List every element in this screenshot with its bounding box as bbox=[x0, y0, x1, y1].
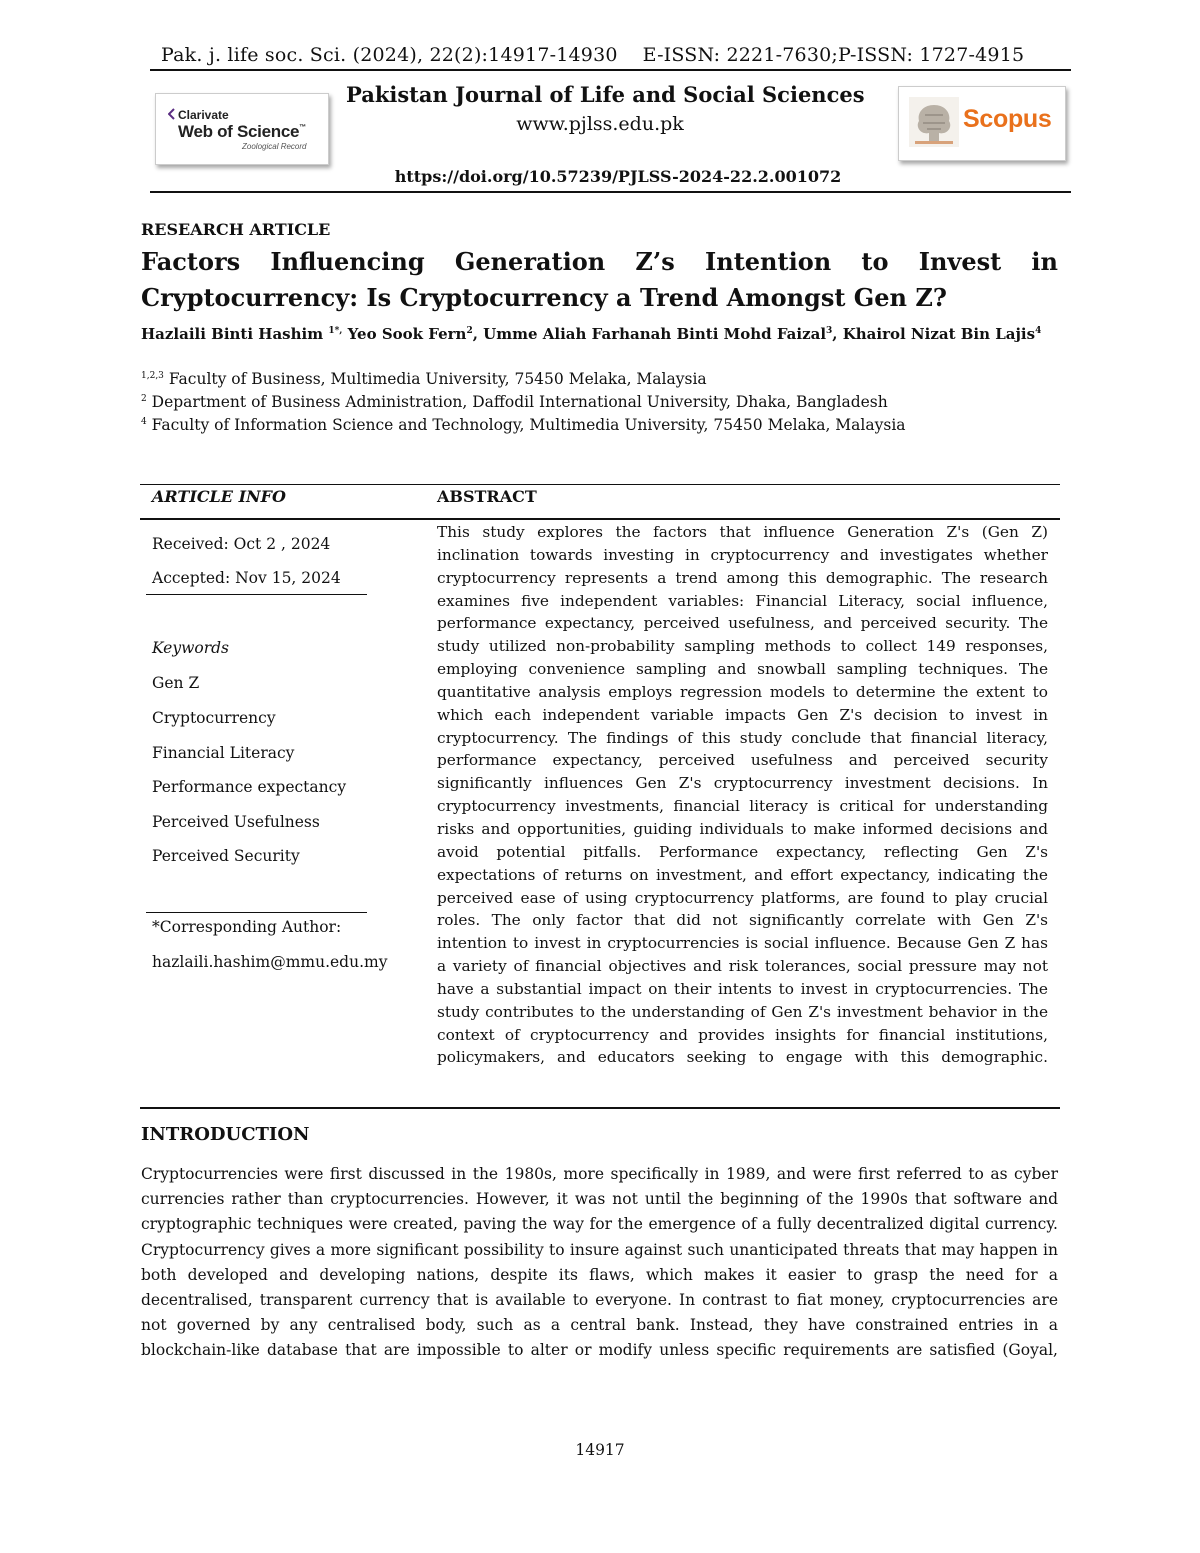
accepted-date: Accepted: Nov 15, 2024 bbox=[152, 569, 341, 587]
article-title: Factors Influencing Generation Z’s Intention to Invest in Cryptocurrency: Is Cryptocurrency a Trend Amongst Gen Z? bbox=[141, 247, 1058, 312]
author-name: , Umme Aliah Farhanah Binti Mohd Faizal bbox=[472, 325, 827, 343]
zoological-record-label: Zoological Record bbox=[242, 142, 307, 151]
author-sup: 3 bbox=[826, 326, 833, 336]
author-sup: 1*, bbox=[328, 326, 343, 336]
introduction-text: Cryptocurrencies were first discussed in the 1980s, more specifically in 1989, and were first referred to as cyber currencies rather than cryptocurrencies. However, it was not until the beginning of the 1990s that software and cryptographic techniques were created, paving the way for the emergence of a fully decentralized digital currency. Cryptocurrency gives a more significant possibility to insure against such unanticipated threats that may happen in both developed and developing nations, despite its flaws, which makes it easier to grasp the need for a decentralised, transparent currency that is available to everyone. In contrast to fiat money, cryptocurrencies are not governed by any centralised body, such as a central bank. Instead, they have constrained entries in a blockchain-like database that are impossible to alter or modify unless specific requirements are satisfied (Goyal, bbox=[141, 1165, 1058, 1360]
info-table-top-rule bbox=[140, 484, 1060, 485]
page-number: 14917 bbox=[575, 1441, 625, 1459]
keyword: Performance expectancy bbox=[152, 778, 347, 796]
journal-name: Pakistan Journal of Life and Social Sciences bbox=[346, 82, 865, 107]
corresponding-author-label: *Corresponding Author: bbox=[152, 918, 342, 936]
info-table-header-rule bbox=[140, 518, 1060, 520]
issn: E-ISSN: 2221-7630;P-ISSN: 1727-4915 bbox=[642, 44, 1025, 66]
author-name: Hazlaili Binti Hashim bbox=[141, 325, 329, 343]
scopus-tree-icon bbox=[909, 97, 959, 147]
scopus-logo bbox=[898, 86, 1066, 161]
clarivate-label: Clarivate bbox=[178, 108, 229, 122]
author-sup: 2 bbox=[466, 326, 473, 336]
doi-link[interactable]: https://doi.org/10.57239/PJLSS-2024-22.2.001072 bbox=[394, 167, 842, 186]
keyword: Gen Z bbox=[152, 674, 200, 692]
article-info-heading: ARTICLE INFO bbox=[152, 487, 286, 506]
header-rule-top bbox=[150, 69, 1071, 71]
affiliation-3: $^4$ Faculty of Information Science and Technology, Multimedia University, 75450 Melaka, Malaysia bbox=[141, 416, 906, 434]
web-of-science-label: Web of Science™ bbox=[178, 122, 306, 141]
affiliation-2: $^2$ Department of Business Administration, Daffodil International University, Dhaka, Bangladesh bbox=[141, 393, 888, 411]
keyword: Perceived Usefulness bbox=[152, 813, 320, 831]
header-rule-bottom bbox=[150, 191, 1071, 193]
author-name: , Khairol Nizat Bin Lajis bbox=[832, 325, 1036, 343]
keyword: Financial Literacy bbox=[152, 744, 295, 762]
corresponding-rule bbox=[146, 912, 367, 913]
affiliation-1: $^{1,2,3}$ Faculty of Business, Multimedia University, 75450 Melaka, Malaysia bbox=[141, 370, 707, 388]
author-sup: 4 bbox=[1035, 326, 1042, 336]
scopus-wordmark: Scopus bbox=[963, 105, 1052, 133]
keyword: Cryptocurrency bbox=[152, 709, 276, 727]
article-type-label: RESEARCH ARTICLE bbox=[141, 220, 331, 239]
received-date: Received: Oct 2 , 2024 bbox=[152, 535, 331, 553]
dates-rule bbox=[146, 594, 367, 595]
author-name: Yeo Sook Fern bbox=[342, 325, 467, 343]
introduction-heading: INTRODUCTION bbox=[141, 1124, 310, 1145]
journal-url[interactable]: www.pjlss.edu.pk bbox=[516, 113, 684, 135]
running-header bbox=[161, 44, 1024, 66]
corresponding-email[interactable]: hazlaili.hashim@mmu.edu.my bbox=[152, 953, 388, 971]
abstract-text: This study explores the factors that influence Generation Z's (Gen Z) inclination towards investing in cryptocurrency and investigates whether cryptocurrency represents a trend among this demographic. The research examines five independent variables: Financial Literacy, social influence, performance expectancy, perceived usefulness, and perceived security. The study utilized non-probability sampling methods to collect 149 responses, employing convenience sampling and snowball sampling techniques. The quantitative analysis employs regression models to determine the extent to which each independent variable impacts Gen Z's decision to invest in cryptocurrency. The findings of this study conclude that financial literacy, performance expectancy, perceived usefulness and perceived security significantly influences Gen Z's cryptocurrency investment decisions. In cryptocurrency investments, financial literacy is critical for understanding risks and opportunities, guiding individuals to make informed decisions and avoid potential pitfalls. Performance expectancy, reflecting Gen Z's expectations of returns on investment, and effort expectancy, indicating the perceived ease of using cryptocurrency platforms, are found to play crucial roles. The only factor that did not significantly correlate with Gen Z's intention to invest in cryptocurrencies is social influence. Because Gen Z has a variety of financial objectives and risk tolerances, social pressure may not have a substantial impact on their intents to invest in cryptocurrencies. The study contributes to the understanding of Gen Z's investment behavior in the context of cryptocurrency and provides insights for financial institutions, policymakers, and educators seeking to engage with this demographic. bbox=[437, 523, 1048, 1067]
abstract-heading: ABSTRACT bbox=[437, 487, 537, 506]
citation: Pak. j. life soc. Sci. (2024), 22(2):14917-14930 bbox=[161, 44, 618, 66]
info-table-bottom-rule bbox=[140, 1107, 1060, 1109]
keyword: Perceived Security bbox=[152, 847, 300, 865]
keywords-heading: Keywords bbox=[152, 639, 229, 657]
author-list bbox=[141, 325, 1041, 343]
